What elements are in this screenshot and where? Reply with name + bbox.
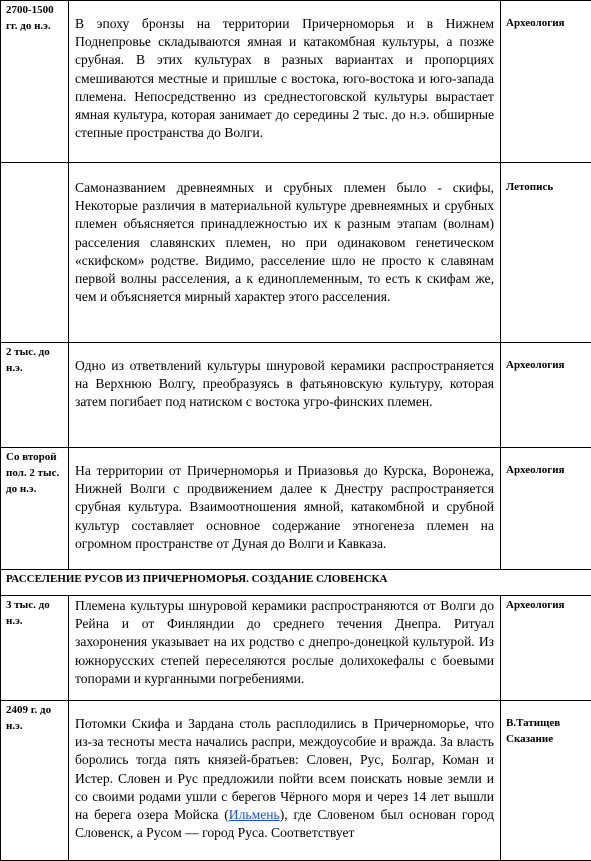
table-row: [1, 343, 591, 448]
date-cell: Со второй пол. 2 тыс. до н.э.: [1, 448, 69, 570]
source-cell: Летопись: [501, 163, 591, 343]
table-row: [1, 701, 591, 861]
text-cell: Племена культуры шнуровой керамики распространяются от Волги до Рейна и от Финляндии до среднего течения Днепра. Ритуал захоронения указывает на их родство с днепро-донецкой культурой. Из южнорусских степей переселяются рослые долихокефалы с боевыми топорами и курганными погребениями.: [69, 596, 501, 701]
source-cell: В.Татищев Сказание: [501, 701, 591, 861]
text-cell: На территории от Причерноморья и Приазовья до Курска, Воронежа, Нижней Волги с продвижением далее к Днестру распространяется срубная культура. Взаимоотношения ямной, катакомбной и срубной культур составляет основное содержание этногенеза племен на огромном пространстве от Дуная до Волги и Кавказа.: [69, 448, 501, 570]
section-title: РАССЕЛЕНИЕ РУСОВ ИЗ ПРИЧЕРНОМОРЬЯ. СОЗДАНИЕ СЛОВЕНСКА: [1, 570, 591, 592]
date-cell: 2409 г. до н.э.: [1, 701, 69, 861]
text-cell: Самоназванием древнеямных и срубных племен было - скифы, Некоторые различия в материальной культуре древнеямных и срубных племен объясняется принадлежностью их к разным этапам (волнам) расселения славянских племен, но при одинаковом генетическом «скифском» родстве. Видимо, расселение шло не просто к славянам первой волны расселения, а к единоплеменным, то есть к скифам же, чем и объясняется мирный характер этого расселения.: [69, 163, 501, 343]
text-cell: В эпоху бронзы на территории Причерноморья и в Нижнем Поднепровье складываются ямная и катакомбная культуры, а позже срубная. В этих культурах в разных вариантах и пропорциях смешиваются местные и пришлые с востока, юго-востока и юго-запада племена. Непосредственно из среднестоговской культуры вырастает ямная культура, которая занимает до середины 2 тыс. до н.э. обширные степные пространства до Волги.: [69, 1, 501, 163]
ilmen-link[interactable]: Ильмень: [229, 807, 280, 822]
section-row: [1, 570, 591, 596]
source-cell: Археология: [501, 343, 591, 448]
table-row: [1, 163, 591, 343]
text-cell: Потомки Скифа и Зардана столь расплодились в Причерноморье, что из-за тесноты места начались распри, междоусобие и вражда. За власть боролись тогда пять князей-братьев: Словен, Рус, Болгар, Коман и Истер. Словен и Рус предложили пойти всем поискать новые земли и со своими родами ушли с берегов Чёрного моря и через 14 лет вышли на берега озера Мойска (Ильмень), где Словеном был основан город Словенск, а Русом — город Руса. Соответствует: [69, 701, 501, 861]
date-cell: 2 тыс. до н.э.: [1, 343, 69, 448]
source-cell: Археология: [501, 448, 591, 570]
date-cell: 3 тыс. до н.э.: [1, 596, 69, 701]
text-cell: Одно из ответвлений культуры шнуровой керамики распространяется на Верхнюю Волгу, преобразуясь в фатьяновскую культуру, которая затем погибает под натиском с востока угро-финских племен.: [69, 343, 501, 448]
section-cell: [1, 570, 591, 596]
source-cell: Археология: [501, 596, 591, 701]
source-cell: Археология: [501, 1, 591, 163]
table-row: [1, 448, 591, 570]
date-cell: 2700-1500 гг. до н.э.: [1, 1, 69, 163]
date-cell: [1, 163, 69, 343]
table-row: [1, 1, 591, 163]
table-row: [1, 596, 591, 701]
